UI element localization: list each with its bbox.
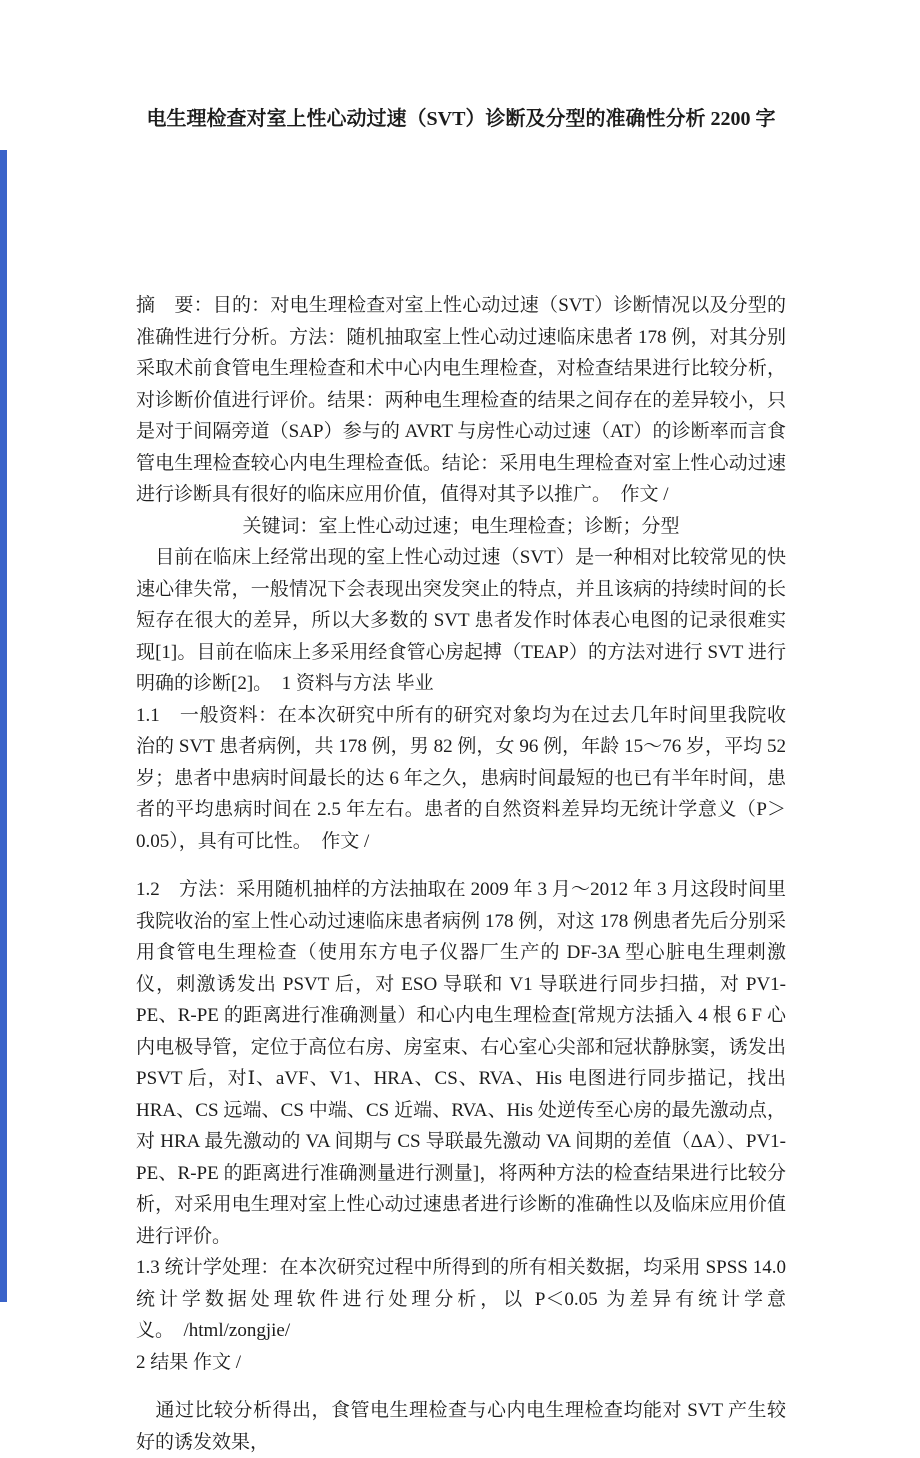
keywords-line: 关键词：室上性心动过速；电生理检查；诊断；分型 [242,515,680,537]
section-1-3-paragraph: 1.3 统计学处理：在本次研究过程中所得到的所有相关数据，均采用 SPSS 14.0 统计学数据处理软件进行处理分析，以 P＜0.05 为差异有统计学意义。 /html/zongjie/ [136,1257,786,1341]
results-paragraph: 通过比较分析得出，食管电生理检查与心内电生理检查均能对 SVT 产生较好的诱发效果， [136,1400,786,1453]
abstract-paragraph: 摘 要：目的：对电生理检查对室上性心动过速（SVT）诊断情况以及分型的准确性进行分析。方法：随机抽取室上性心动过速临床患者 178 例，对其分别采取术前食管电生理检查和术中心内电生理检查，对检查结果进行比较分析，对诊断价值进行评价。结果：两种电生理检查的结果之间存在的差异较小，只是对于间隔旁道（SAP）参与的 AVRT 与房性心动过速（AT）的诊断率而言食管电生理检查较心内电生理检查低。结论：采用电生理检查对室上性心动过速进行诊断具有很好的临床应用价值，值得对其予以推广。 作文 / [136,295,786,505]
document-title: 电生理检查对室上性心动过速（SVT）诊断及分型的准确性分析 2200 字 [146,108,776,130]
left-accent-bar [0,150,7,1302]
intro-paragraph: 目前在临床上经常出现的室上性心动过速（SVT）是一种相对比较常见的快速心律失常，一般情况下会表现出突发突止的特点，并且该病的持续时间的长短存在很大的差异，所以大多数的 SVT 患者发作时体表心电图的记录很难实现[1]。目前在临床上多采用经食管心房起搏（TEAP）的方法对进行 SVT 进行明确的诊断[2]。 1 资料与方法 毕业 [136,547,786,694]
section-1-1-paragraph: 1.1 一般资料：在本次研究中所有的研究对象均为在过去几年时间里我院收治的 SVT 患者病例，共 178 例，男 82 例，女 96 例，年龄 15～76 岁，平均 52 岁；患者中患病时间最长的达 6 年之久，患病时间最短的也已有半年时间，患者的平均患病时间在 2.5 年左右。患者的自然资料差异均无统计学意义（P＞0.05），具有可比性。 作文 / [136,704,786,852]
section-1-2-paragraph: 1.2 方法：采用随机抽样的方法抽取在 2009 年 3 月～2012 年 3 月这段时间里我院收治的室上性心动过速临床患者病例 178 例，对这 178 例患者先后分别采用食管电生理检查（使用东方电子仪器厂生产的 DF-3A 型心脏电生理刺激仪，刺激诱发出 PSVT 后，对 ESO 导联和 V1 导联进行同步扫描，对 PV1-PE、R-PE 的距离进行准确测量）和心内电生理检查[常规方法插入 4 根 6 F 心内电极导管，定位于高位右房、房室束、右心室心尖部和冠状静脉窦，诱发出 PSVT 后，对Ⅰ、aVF、V1、HRA、CS、RVA、His 电图进行同步描记，找出 HRA、CS 远端、CS 中端、CS 近端、RVA、His 处逆传至心房的最先激动点，对 HRA 最先激动的 VA 间期与 CS 导联最先激动 VA 间期的差值（ΔA）、PV1-PE、R-PE 的距离进行准确测量进行测量]，将两种方法的检查结果进行比较分析，对采用电生理对室上性心动过速患者进行诊断的准确性以及临床应用价值进行评价。 [136,879,786,1247]
section-2-heading: 2 结果 作文 / [136,1351,242,1373]
document-body [136,290,786,1458]
document-page [136,0,786,1458]
